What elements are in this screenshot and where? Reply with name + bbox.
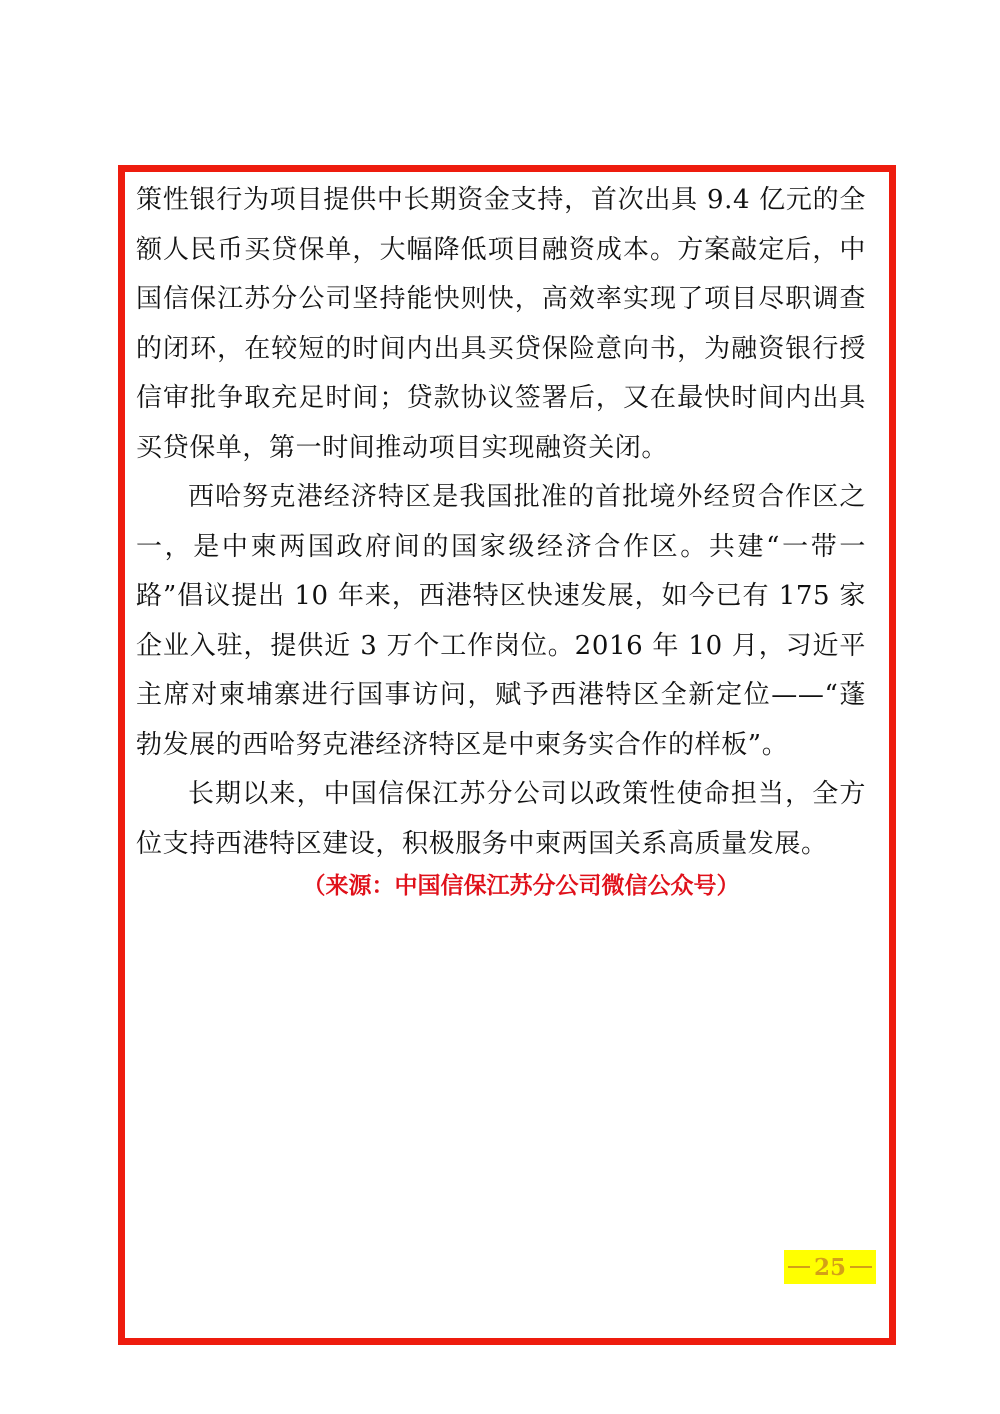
article-paragraph-3: 长期以来，中国信保江苏分公司以政策性使命担当，全方位支持西港特区建设，积极服务中柬两国关系高质量发展。	[136, 779, 866, 859]
page-number: 25	[814, 1253, 847, 1281]
left-dash-icon	[788, 1266, 810, 1268]
article-body	[136, 176, 866, 869]
article-paragraph-1: 策性银行为项目提供中长期资金支持，首次出具 9.4 亿元的全额人民币买贷保单，大幅降低项目融资成本。方案敲定后，中国信保江苏分公司坚持能快则快，高效率实现了项目尽职调查的闭环，在较短的时间内出具买贷保险意向书，为融资银行授信审批争取充足时间；贷款协议签署后，又在最快时间内出具买贷保单，第一时间推动项目实现融资关闭。	[136, 185, 866, 463]
page-number-badge	[784, 1250, 876, 1284]
source-attribution: （来源：中国信保江苏分公司微信公众号）	[302, 873, 740, 899]
right-dash-icon	[850, 1266, 872, 1268]
article-paragraph-2: 西哈努克港经济特区是我国批准的首批境外经贸合作区之一，是中柬两国政府间的国家级经济合作区。共建“一带一路”倡议提出 10 年来，西港特区快速发展，如今已有 175 家企业入驻，提供近 3 万个工作岗位。2016 年 10 月，习近平主席对柬埔寨进行国事访问，赋予西港特区全新定位——“蓬勃发展的西哈努克港经济特区是中柬务实合作的样板”。	[136, 482, 866, 760]
